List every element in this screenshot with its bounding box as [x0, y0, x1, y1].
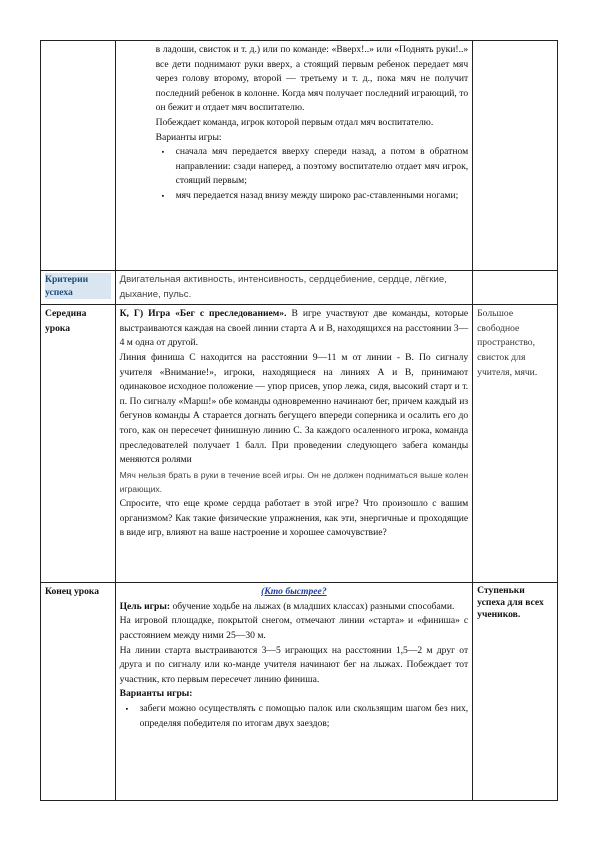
paragraph: Спросите, что еще кроме сердца работает в этой игре? Что произошло с вашим организмом? Как такие физические упражнения, как эти, энергичные и проходящие в виде игр, влияют на ваше настроение и хорошее самочувствие?	[119, 497, 469, 539]
paragraph: в ладоши, свисток и т. д.) или по команде: «Вверх!..» или «Поднять руки!..» все дети поднимают руки вверх, а стоящий первым ребенок передает мяч через голову второму, второй — третьему и т. д., пока мяч не получит последний ребенок в колонне. Когда мяч получает последний играющий, то он бежит и отдает мяч воспитателю.	[155, 44, 469, 114]
label-cell	[41, 41, 116, 271]
resource-cell	[473, 271, 558, 305]
content-cell	[115, 305, 473, 583]
resource-cell	[473, 41, 558, 271]
game-title	[120, 585, 469, 600]
paragraph: На игровой площадке, покрытой снегом, отмечают линии «старта» и «финиша» с расстоянием между ними 25—30 м.	[119, 615, 469, 641]
game-title: К, Г) Игра «Бег с преследованием».	[119, 308, 287, 320]
paragraph: На линии старта выстраиваются 3—5 играющих на расстоянии 1,5—2 м друг от друга и по сигналу или ко-манде учителя начинают бег на лыжах. Побеждает тот участник, кто первым пересечет линию финиша.	[119, 644, 469, 685]
paragraph: Мяч нельзя брать в руки в течение всей игры. Он не должен подниматься выше колен играющих.	[119, 469, 469, 495]
resource-cell: Большое свободное пространство, свисток для учителя, мячи.	[473, 305, 558, 583]
resource-cell: Ступеньки успеха для всех учеников.	[473, 583, 558, 801]
paragraph	[120, 307, 469, 351]
row-label: Критерии успеха	[45, 273, 111, 299]
content-cell	[115, 41, 473, 271]
goal-label: Цель игры:	[119, 600, 171, 612]
game-intro: В игре участвуют две команды, которые выстраиваются каждая на своей линии старта А и В, находящихся на расстоянии 3—4 м одна от другой.	[119, 308, 469, 349]
table-row	[41, 305, 558, 583]
row-label: Конец урока	[45, 586, 100, 598]
table-row	[41, 583, 558, 801]
list-item: ▪ забеги можно осуществлять с помощью палок или скользящим шагом без них, определяя победителя по итогам двух заездов;	[140, 702, 469, 731]
paragraph	[120, 600, 469, 615]
variants-list	[120, 702, 469, 731]
paragraph: Линия финиша С находится на расстоянии 9—11 м от линии - В. По сигналу учителя «Внимание!», игроки, находящиеся на линиях А и В, принимают одинаковое исходное положение — упор присев, упор лежа, сидя, высокий старт и т. п. По сигналу «Марш!» обе команды одновременно начинают бег, причем каждый из бегунов команды А старается догнать бегущего впереди соперника и осалить его до того, как он пересечет финишную линию С. За каждого осаленного игрока, команда преследователей получает 1 балл. При проведении следующего забега команды меняются ролями	[119, 351, 469, 466]
row-label: Середина урока	[45, 308, 87, 334]
table-row	[41, 41, 558, 271]
goal-text: обучение ходьбе на лыжах (в младших классах) разными способами.	[170, 600, 455, 612]
content-cell: Двигательная активность, интенсивность, сердцебиение, сердце, лёгкие, дыхание, пульс.	[115, 271, 473, 305]
list-item: ▪ мяч передается назад внизу между широко рас-ставленными ногами;	[176, 189, 469, 204]
label-cell	[41, 305, 116, 583]
content-cell	[115, 583, 473, 801]
label-cell	[41, 271, 116, 305]
variants-title: Варианты игры:	[155, 131, 222, 143]
label-cell	[41, 583, 116, 801]
table-row	[41, 271, 558, 305]
variants-title: Варианты игры:	[119, 688, 193, 700]
game-title-text: (Кто быстрее?	[261, 586, 327, 598]
lesson-plan-table	[40, 40, 558, 801]
list-item: ▪ сначала мяч передается вверху спереди назад, а потом в обратном направлении: сзади наперед, а поэтому воспитателю отдает мяч игрок, стоящий первым;	[176, 145, 469, 189]
variants-list	[156, 145, 469, 203]
paragraph: Побеждает команда, игрок которой первым отдал мяч воспитателю.	[155, 116, 434, 128]
